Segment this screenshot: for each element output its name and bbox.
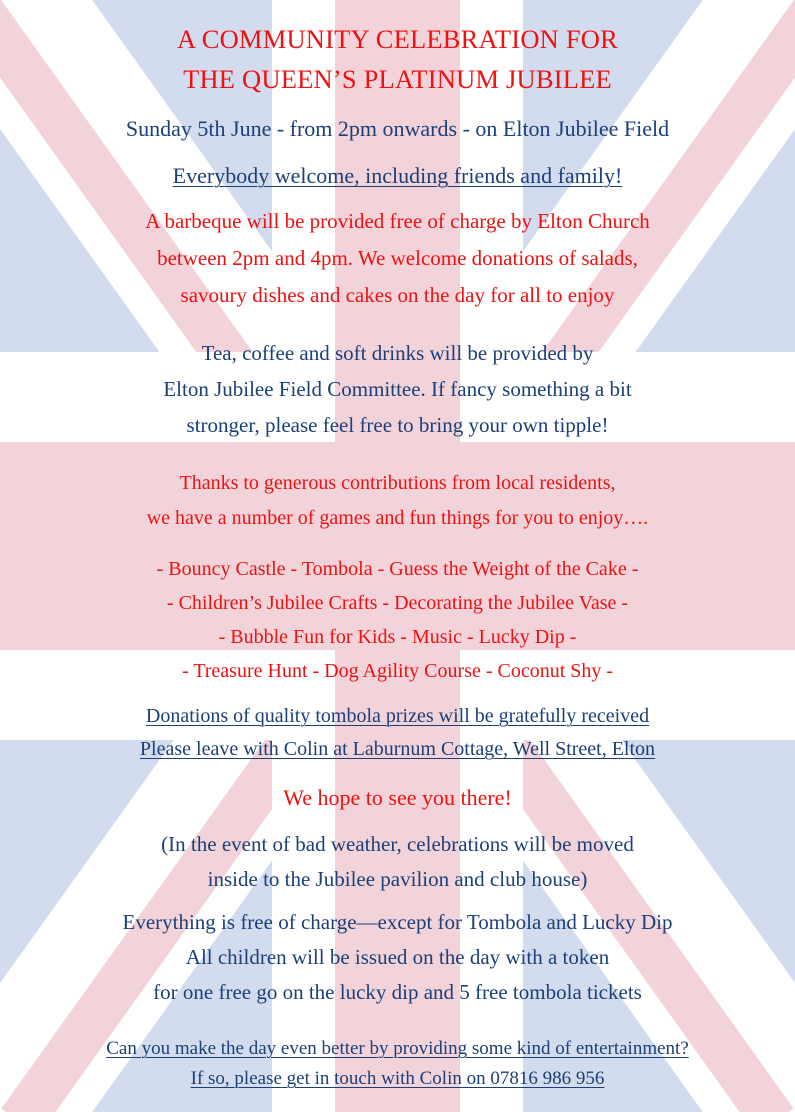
donation-line-2: Please leave with Colin at Laburnum Cottage, Well Street, Elton: [139, 738, 656, 760]
title-line-2: THE QUEEN’S PLATINUM JUBILEE: [183, 64, 612, 94]
contact-line-1: Can you make the day even better by providing some kind of entertainment?: [106, 1038, 689, 1059]
donation-line-1: Donations of quality tombola prizes will be gratefully received: [145, 705, 650, 727]
free-line-2: All children will be issued on the day with a token: [185, 945, 610, 969]
drinks-line-1: Tea, coffee and soft drinks will be provided by: [201, 341, 594, 365]
title-line-1: A COMMUNITY CELEBRATION FOR: [177, 24, 618, 54]
date-line: Sunday 5th June - from 2pm onwards - on Elton Jubilee Field: [125, 116, 670, 141]
bbq-line-3: savoury dishes and cakes on the day for all to enjoy: [180, 283, 615, 307]
weather-line-2: inside to the Jubilee pavilion and club house): [207, 867, 588, 891]
weather-line-1: (In the event of bad weather, celebrations will be moved: [161, 832, 634, 856]
free-line-3: for one free go on the lucky dip and 5 free tombola tickets: [153, 980, 642, 1004]
thanks-line-1: Thanks to generous contributions from local residents,: [179, 472, 616, 494]
hope-line: We hope to see you there!: [283, 785, 512, 810]
thanks-line-2: we have a number of games and fun things for you to enjoy….: [146, 507, 649, 529]
activity-line-4: - Treasure Hunt - Dog Agility Course - Coconut Shy -: [181, 660, 614, 682]
drinks-line-3: stronger, please feel free to bring your own tipple!: [186, 413, 609, 437]
activity-line-2: - Children’s Jubilee Crafts - Decorating the Jubilee Vase -: [166, 592, 629, 614]
drinks-line-2: Elton Jubilee Field Committee. If fancy something a bit: [163, 377, 632, 401]
bbq-line-1: A barbeque will be provided free of charge by Elton Church: [145, 209, 650, 233]
activity-line-1: - Bouncy Castle - Tombola - Guess the Weight of the Cake -: [156, 558, 639, 580]
contact-line-2: If so, please get in touch with Colin on 07816 986 956: [190, 1068, 605, 1089]
bbq-line-2: between 2pm and 4pm. We welcome donations of salads,: [157, 246, 638, 270]
activity-line-3: - Bubble Fun for Kids - Music - Lucky Dip -: [218, 626, 577, 648]
welcome-line: Everybody welcome, including friends and family!: [172, 163, 623, 188]
free-line-1: Everything is free of charge—except for Tombola and Lucky Dip: [122, 910, 673, 934]
